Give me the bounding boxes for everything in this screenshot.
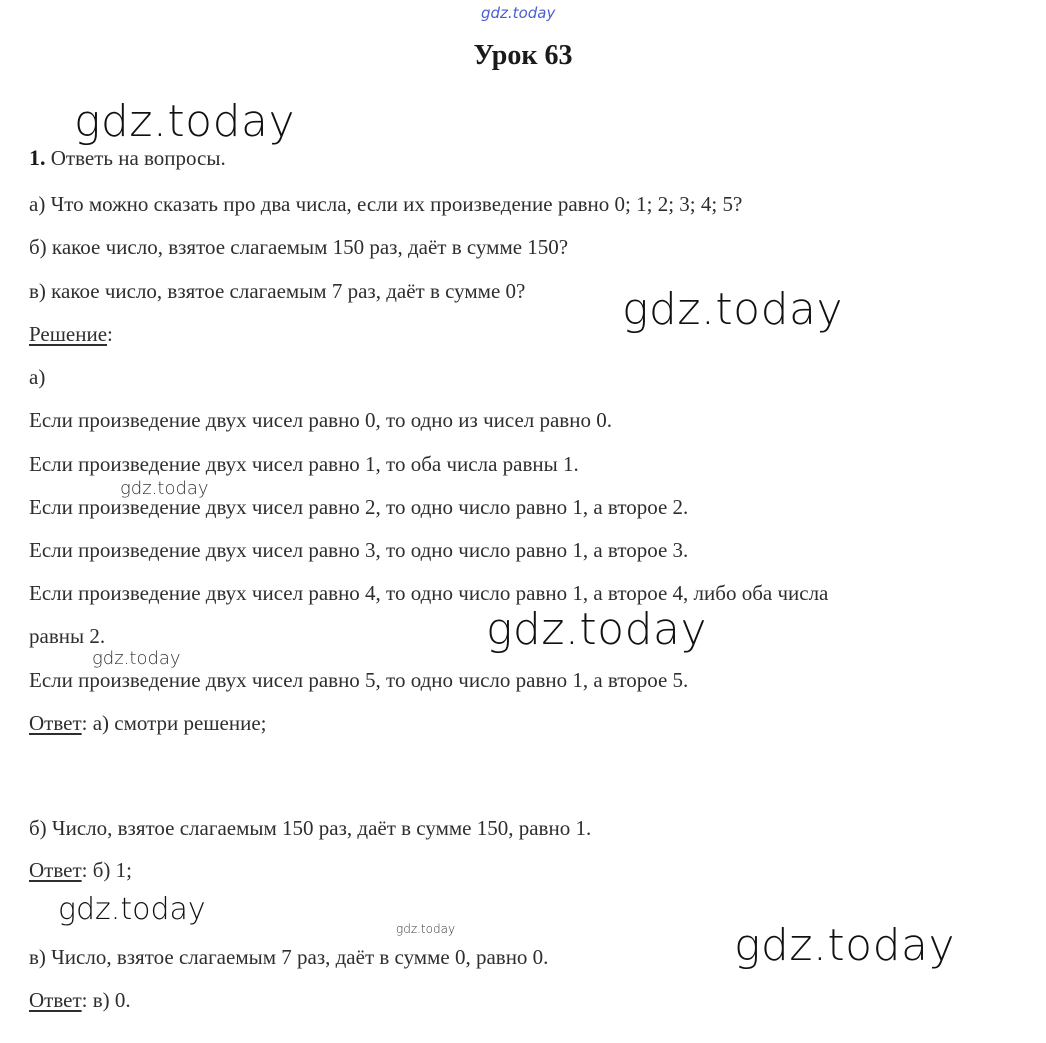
task-title: Ответь на вопросы. <box>50 146 226 170</box>
solution-c: в) Число, взятое слагаемым 7 раз, даёт в сумме 0, равно 0. <box>29 945 549 969</box>
watermark: gdz.today <box>120 478 209 499</box>
answer-b-text: : б) 1; <box>81 858 132 882</box>
solution-b: б) Число, взятое слагаемым 150 раз, даёт в сумме 150, равно 1. <box>29 816 592 840</box>
solution-line: Если произведение двух чисел равно 4, то одно число равно 1, а второе 4, либо оба числа <box>29 581 829 605</box>
answer-a-text: : а) смотри решение; <box>81 711 267 735</box>
question-a: а) Что можно сказать про два числа, если их произведение равно 0; 1; 2; 3; 4; 5? <box>29 192 743 216</box>
answer-c <box>29 987 131 1013</box>
solution-line: Если произведение двух чисел равно 3, то одно число равно 1, а второе 3. <box>29 538 689 562</box>
watermark: gdz.today <box>92 648 181 669</box>
task-heading <box>29 145 226 171</box>
answer-c-text: : в) 0. <box>81 988 131 1012</box>
answer-b <box>29 857 132 883</box>
watermark: gdz.today <box>486 604 708 655</box>
lesson-title: Урок 63 <box>473 40 573 71</box>
solution-line: Если произведение двух чисел равно 5, то одно число равно 1, а второе 5. <box>29 668 689 692</box>
question-c: в) какое число, взятое слагаемым 7 раз, даёт в сумме 0? <box>29 279 526 303</box>
watermark: gdz.today <box>396 922 456 936</box>
answer-a <box>29 710 267 736</box>
solution-line: Если произведение двух чисел равно 0, то одно из чисел равно 0. <box>29 408 612 432</box>
solution-line: равны 2. <box>29 624 106 648</box>
watermark: gdz.today <box>622 284 844 335</box>
watermark: gdz.today <box>734 920 956 971</box>
solution-label: Решение <box>29 322 108 346</box>
solution-line: Если произведение двух чисел равно 2, то одно число равно 1, а второе 2. <box>29 495 689 519</box>
watermark: gdz.today <box>58 892 206 927</box>
task-number: 1. <box>29 145 46 170</box>
header-watermark[interactable]: gdz.today <box>481 4 556 22</box>
solution-part-a-label: а) <box>29 365 46 389</box>
answer-label: Ответ <box>29 711 82 735</box>
answer-label: Ответ <box>29 858 82 882</box>
watermark: gdz.today <box>74 96 296 147</box>
solution-colon: : <box>107 322 113 346</box>
solution-line: Если произведение двух чисел равно 1, то оба числа равны 1. <box>29 452 579 476</box>
answer-label: Ответ <box>29 988 82 1012</box>
question-b: б) какое число, взятое слагаемым 150 раз, даёт в сумме 150? <box>29 235 569 259</box>
solution-heading <box>29 321 113 347</box>
